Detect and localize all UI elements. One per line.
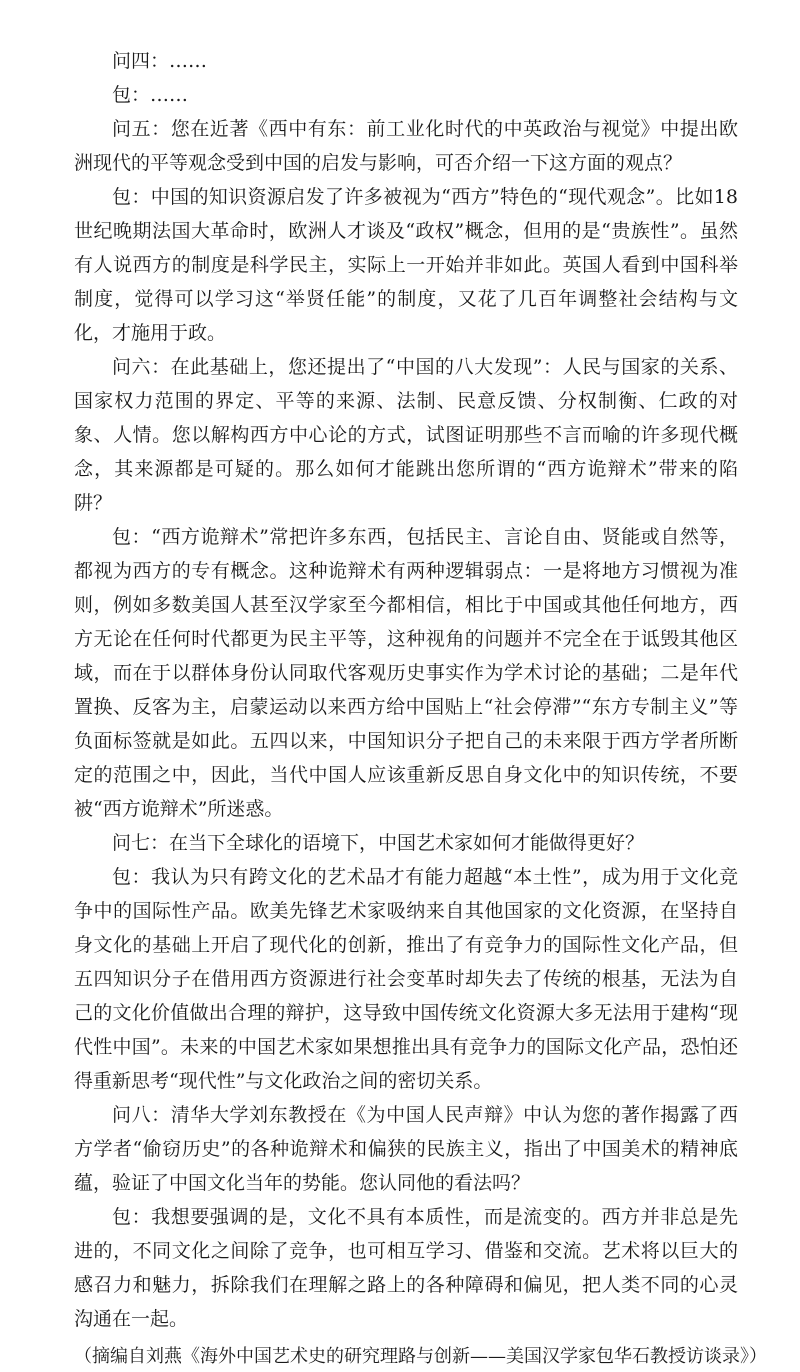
paragraph-q5: 问五：您在近著《西中有东：前工业化时代的中英政治与视觉》中提出欧洲现代的平等观念受到中国的启发与影响，可否介绍一下这方面的观点？ — [74, 118, 738, 174]
paragraph-a7: 包：我认为只有跨文化的艺术品才有能力超越“本土性”，成为用于文化竞争中的国际性产品。欧美先锋艺术家吸纳来自其他国家的文化资源，在坚持自身文化的基础上开启了现代化的创新，推出了有竞争力的国际性文化产品，但五四知识分子在借用西方资源进行社会变革时却失去了传统的根基，无法为自己的文化价值做出合理的辩护，这导致中国传统文化资源大多无法用于建构“现代性中国”。未来的中国艺术家如果想推出具有竞争力的国际文化产品，恐怕还得重新思考“现代性”与文化政治之间的密切关系。 — [74, 866, 738, 1092]
paragraph-q6: 问六：在此基础上，您还提出了“中国的八大发现”：人民与国家的关系、国家权力范围的界定、平等的来源、法制、民意反馈、分权制衡、仁政的对象、人情。您以解构西方中心论的方式，试图证明那些不言而喻的许多现代概念，其来源都是可疑的。那么如何才能跳出您所谓的“西方诡辩术”带来的陷阱？ — [74, 356, 738, 514]
paragraph-a8: 包：我想要强调的是，文化不具有本质性，而是流变的。西方并非总是先进的，不同文化之间除了竞争，也可相互学习、借鉴和交流。艺术将以巨大的感召力和魅力，拆除我们在理解之路上的各种障碍和偏见，把人类不同的心灵沟通在一起。 — [74, 1206, 738, 1330]
paragraph-q7: 问七：在当下全球化的语境下，中国艺术家如何才能做得更好？ — [112, 832, 645, 854]
paragraph-q8: 问八：清华大学刘东教授在《为中国人民声辩》中认为您的著作揭露了西方学者“偷窃历史”的各种诡辩术和偏狭的民族主义，指出了中国美术的精神底蕴，验证了中国文化当年的势能。您认同他的看法吗？ — [74, 1104, 738, 1194]
source-citation: （摘编自刘燕《海外中国艺术史的研究理路与创新——美国汉学家包华石教授访谈录》） — [74, 1346, 767, 1367]
paragraph-q4: 问四：…… — [112, 50, 208, 72]
interview-text — [74, 44, 767, 1372]
paragraph-a4: 包：…… — [112, 84, 189, 106]
paragraph-a6: 包：“西方诡辩术”常把许多东西，包括民主、言论自由、贤能或自然等，都视为西方的专有概念。这种诡辩术有两种逻辑弱点：一是将地方习惯视为准则，例如多数美国人甚至汉学家至今都相信，相比于中国或其他任何地方，西方无论在任何时代都更为民主平等，这种视角的问题并不完全在于诋毁其他区域，而在于以群体身份认同取代客观历史事实作为学术讨论的基础；二是年代置换、反客为主，启蒙运动以来西方给中国贴上“社会停滞”“东方专制主义”等负面标签就是如此。五四以来，中国知识分子把自己的未来限于西方学者所断定的范围之中，因此，当代中国人应该重新反思自身文化中的知识传统，不要被“西方诡辩术”所迷惑。 — [74, 526, 738, 820]
paragraph-a5: 包：中国的知识资源启发了许多被视为“西方”特色的“现代观念”。比如18世纪晚期法国大革命时，欧洲人才谈及“政权”概念，但用的是“贵族性”。虽然有人说西方的制度是科学民主，实际上一开始并非如此。英国人看到中国科举制度，觉得可以学习这“举贤任能”的制度，又花了几百年调整社会结构与文化，才施用于政。 — [74, 186, 738, 344]
